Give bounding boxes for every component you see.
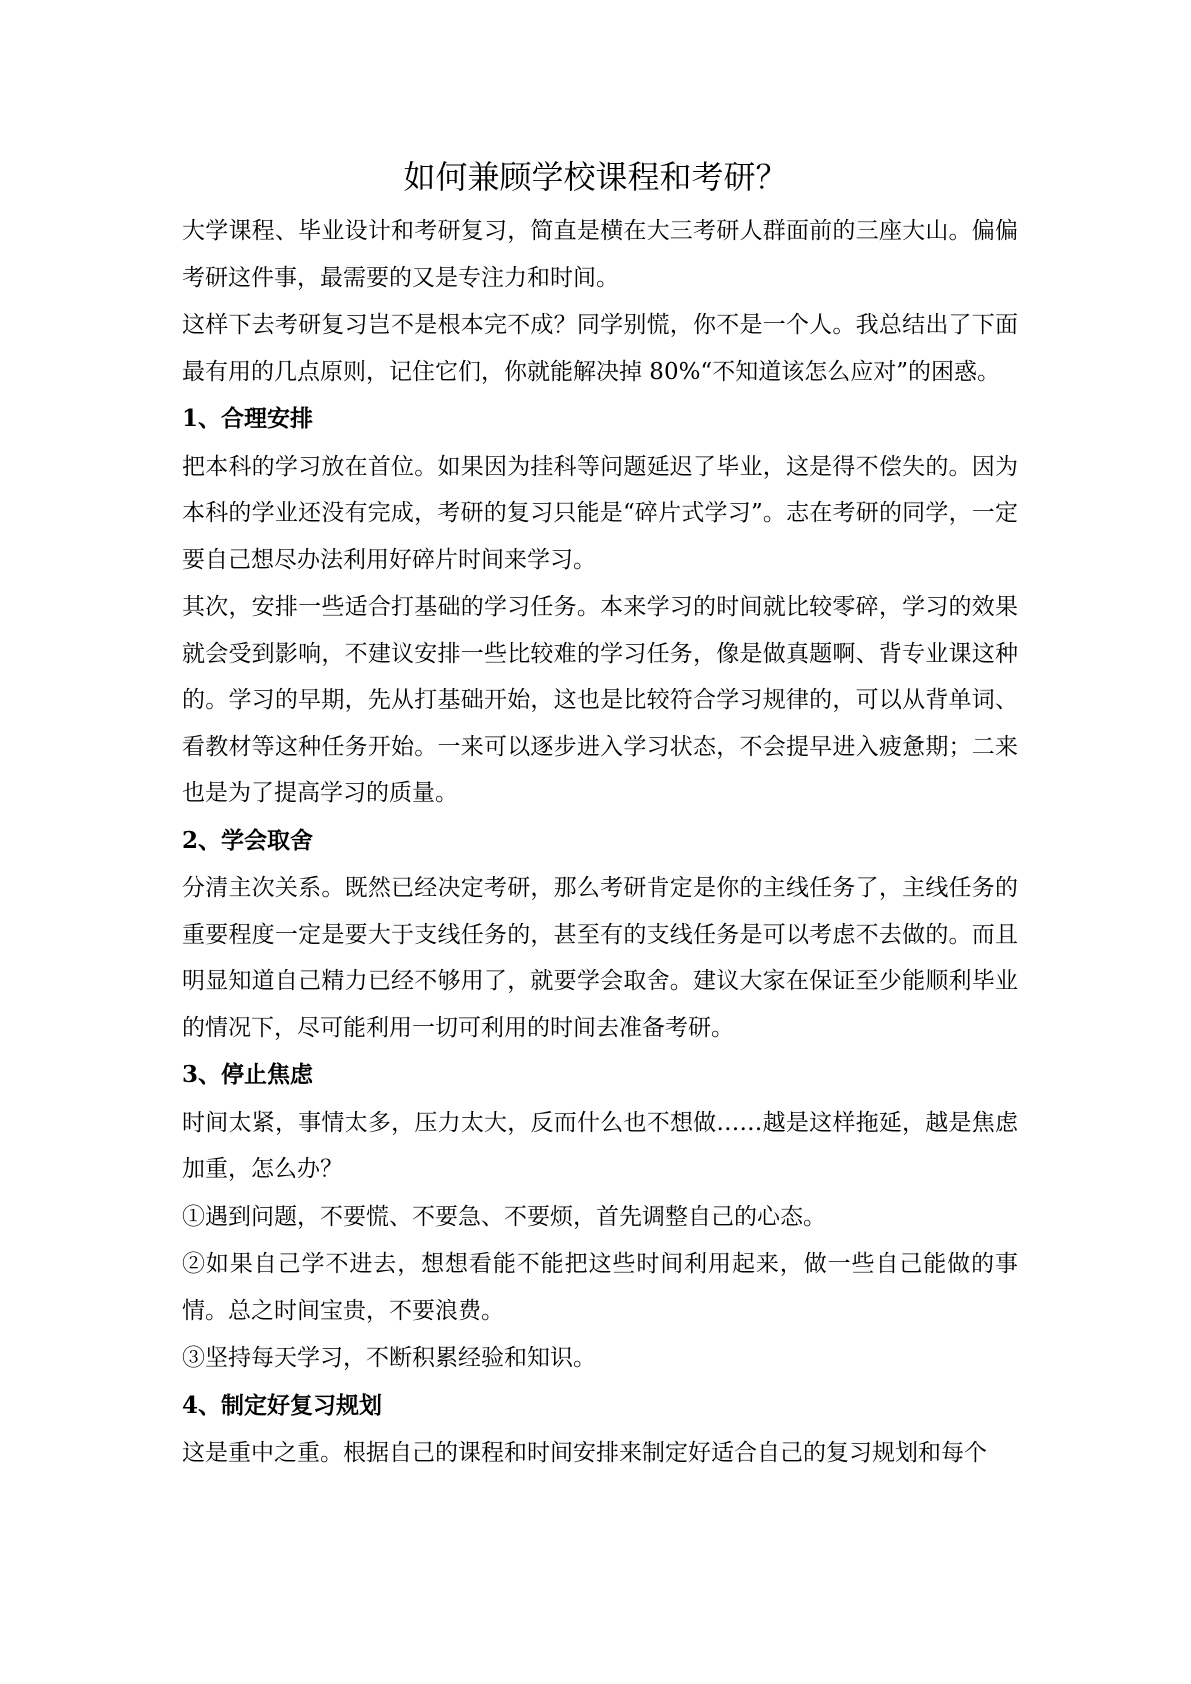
list-item: ①遇到问题，不要慌、不要急、不要烦，首先调整自己的心态。 — [182, 1203, 826, 1230]
section-heading: 3、停止焦虑 — [182, 1061, 314, 1088]
section-heading: 4、制定好复习规划 — [182, 1391, 383, 1419]
intro-paragraph: 这样下去考研复习岂不是根本完不成？同学别慌，你不是一个人。我总结出了下面最有用的几点原则，记住它们，你就能解决掉 80%“不知道该怎么应对”的困惑。 — [182, 312, 1018, 385]
section-heading: 1、合理安排 — [182, 405, 314, 432]
document-body — [182, 208, 1018, 1478]
section-heading: 2、学会取舍 — [182, 826, 314, 854]
list-item: ③坚持每天学习，不断积累经验和知识。 — [182, 1345, 596, 1371]
section-paragraph: 这是重中之重。根据自己的课程和时间安排来制定好适合自己的复习规划和每个 — [182, 1440, 987, 1466]
section-paragraph: 其次，安排一些适合打基础的学习任务。本来学习的时间就比较零碎，学习的效果就会受到影响，不建议安排一些比较难的学习任务，像是做真题啊、背专业课这种的。学习的早期，先从打基础开始，这也是比较符合学习规律的，可以从背单词、看教材等这种任务开始。一来可以逐步进入学习状态，不会提早进入疲惫期；二来也是为了提高学习的质量。 — [182, 594, 1018, 806]
intro-paragraph: 大学课程、毕业设计和考研复习，简直是横在大三考研人群面前的三座大山。偏偏考研这件事，最需要的又是专注力和时间。 — [182, 218, 1018, 291]
section-paragraph: 时间太紧，事情太多，压力太大，反而什么也不想做……越是这样拖延，越是焦虑加重，怎么办？ — [182, 1109, 1018, 1182]
section-paragraph: 分清主次关系。既然已经决定考研，那么考研肯定是你的主线任务了，主线任务的重要程度一定是要大于支线任务的，甚至有的支线任务是可以考虑不去做的。而且明显知道自己精力已经不够用了，就要学会取舍。建议大家在保证至少能顺利毕业的情况下，尽可能利用一切可利用的时间去准备考研。 — [182, 875, 1018, 1041]
section-paragraph: 把本科的学习放在首位。如果因为挂科等问题延迟了毕业，这是得不偿失的。因为本科的学业还没有完成，考研的复习只能是“碎片式学习”。志在考研的同学，一定要自己想尽办法利用好碎片时间来学习。 — [182, 453, 1018, 573]
document-title: 如何兼顾学校课程和考研？ — [403, 158, 788, 196]
list-item: ②如果自己学不进去，想想看能不能把这些时间利用起来，做一些自己能做的事情。总之时间宝贵，不要浪费。 — [182, 1251, 1018, 1324]
